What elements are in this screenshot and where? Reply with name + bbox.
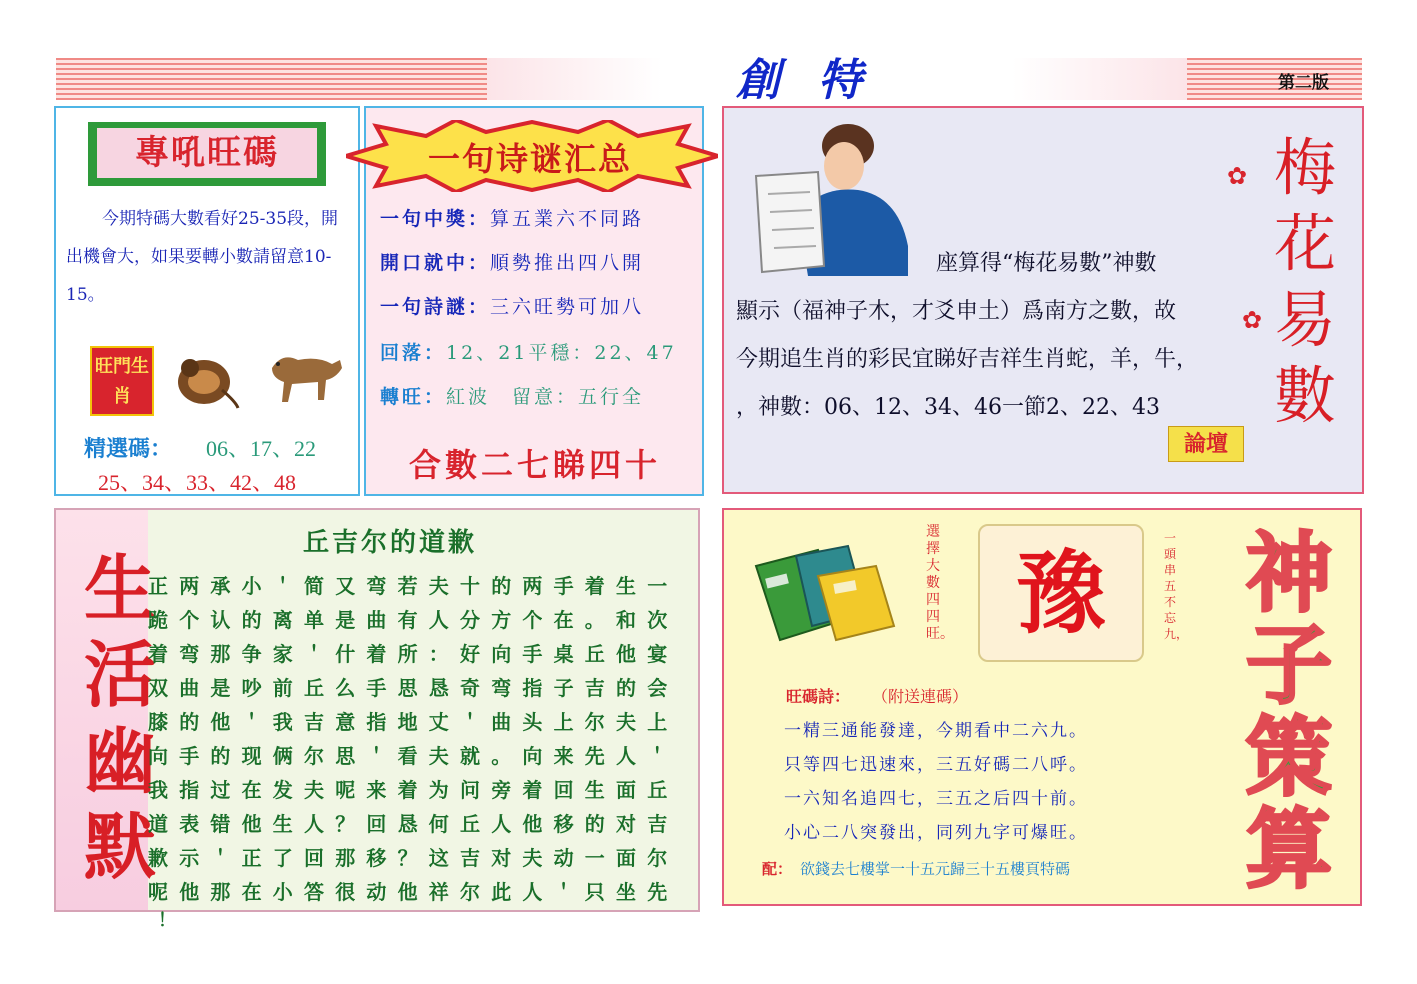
edition-label: 第二版 (1278, 73, 1329, 93)
poem-sublabel: （附送連碼） (872, 687, 969, 706)
plum-text-line: ，神數：06、12、34、46一節2、22、43 (736, 395, 1160, 420)
panel-heading: 專吼旺碼 (135, 133, 279, 173)
vertical-note: 選擇大數四四旺。 (926, 524, 954, 642)
text-row: 道表错他生人？回恳何丘人他移的对吉 (148, 812, 679, 836)
selected-label: 精選碼： (84, 436, 173, 462)
page-title: 創特 (736, 55, 900, 106)
poem-line (380, 382, 644, 409)
vertical-note: 一頭串五不忘九， (1164, 531, 1189, 641)
poem-value: 三六旺勢可加八 (490, 296, 645, 318)
shenzi-vertical-title: 神子策算 (1246, 523, 1332, 900)
plum-text-line: 顯示（福神子木，才爻申土）爲南方之數，故 (736, 299, 1177, 324)
note-label: 配： (762, 860, 793, 878)
text-row: 着弯那争家＇什着所：好向手桌丘他宴 (148, 642, 679, 666)
text-row: 跪个认的离单是曲有人分方个在。和次 (148, 608, 679, 632)
text-row: 向手的现俩尔思＇看夫就。向来先人＇ (148, 744, 679, 768)
poem-line (380, 292, 644, 319)
monkey-icon (170, 346, 240, 412)
poem-label: 旺碼詩： (786, 687, 851, 706)
flower-icon: ✿ (1242, 306, 1263, 334)
plum-text (736, 240, 1226, 432)
plum-text-line: 今期追生肖的彩民宜睇好吉祥生肖蛇，羊，牛， (736, 347, 1199, 372)
poem-line (380, 248, 644, 275)
text-row: 正两承小＇简又弯若夫十的两手着生一 (148, 574, 679, 598)
poem-line: 一六知名追四七，三五之后四十前。 (784, 789, 1088, 809)
poem-key: 開口就中： (380, 252, 491, 274)
flower-icon: ✿ (1227, 162, 1248, 190)
poem-line: 只等四七迅速來，三五好碼二八呼。 (784, 755, 1088, 775)
selected-numbers-2: 25、34、33、42、48 (98, 470, 297, 495)
plum-text-line: 座算得“梅花易數”神數 (936, 251, 1157, 276)
poem-line: 一精三通能發達，今期看中二六九。 (784, 721, 1088, 741)
zodiac-character: 豫 (1016, 540, 1106, 646)
zodiac-badge: 旺門生肖 (90, 346, 154, 416)
poem-bottom-line: 合數二七睇四十 (408, 446, 661, 484)
poem-line: 小心二八突發出，同列九字可爆旺。 (784, 823, 1088, 843)
poem-line (380, 338, 677, 365)
poem-value: 紅波 留意：五行全 (446, 386, 645, 408)
text-row: 我指过在发夫呢来着为问旁着回生面丘 (148, 778, 679, 802)
note-text: 欲錢去七樓掌一十五元歸三十五樓頁特碼 (800, 860, 1071, 878)
poem-line (380, 204, 644, 231)
books-icon (748, 536, 898, 646)
poem-heading: 一句诗谜汇总 (427, 140, 632, 178)
text-row: 呢他那在小答很动他祥尔此人＇只坐先 (148, 880, 679, 904)
poem-value: 順勢推出四八開 (490, 252, 645, 274)
apology-title: 丘吉尔的道歉 (302, 528, 477, 558)
plum-vertical-title: 梅花易數 (1273, 131, 1336, 432)
humor-vertical-title: 生活幽默 (83, 546, 156, 889)
poem-value: 算五業六不同路 (490, 208, 645, 230)
poem-value: 12、21平穩：22、47 (446, 342, 677, 364)
poem-key: 回落： (380, 342, 447, 364)
text-row: 双曲是吵前丘么手思恳奇弯指子吉的会 (148, 676, 679, 700)
text-row: 歉示＇正了回那移？这吉对夫动一面尔 (148, 846, 679, 870)
poem-key: 一句詩謎： (380, 296, 491, 318)
text-tail: ！ (158, 910, 176, 931)
dog-icon (262, 338, 346, 408)
panel-text: 今期特碼大數看好25-35段，開出機會大，如果要轉小數請留意10-15。 (66, 209, 339, 305)
selected-numbers-1: 06、17、22 (206, 436, 317, 461)
poem-key: 轉旺： (380, 386, 447, 408)
forum-badge: 論壇 (1168, 426, 1244, 462)
text-row: 膝的他＇我吉意指地丈＇曲头上尔夫上 (148, 710, 679, 734)
poem-key: 一句中獎： (380, 208, 491, 230)
